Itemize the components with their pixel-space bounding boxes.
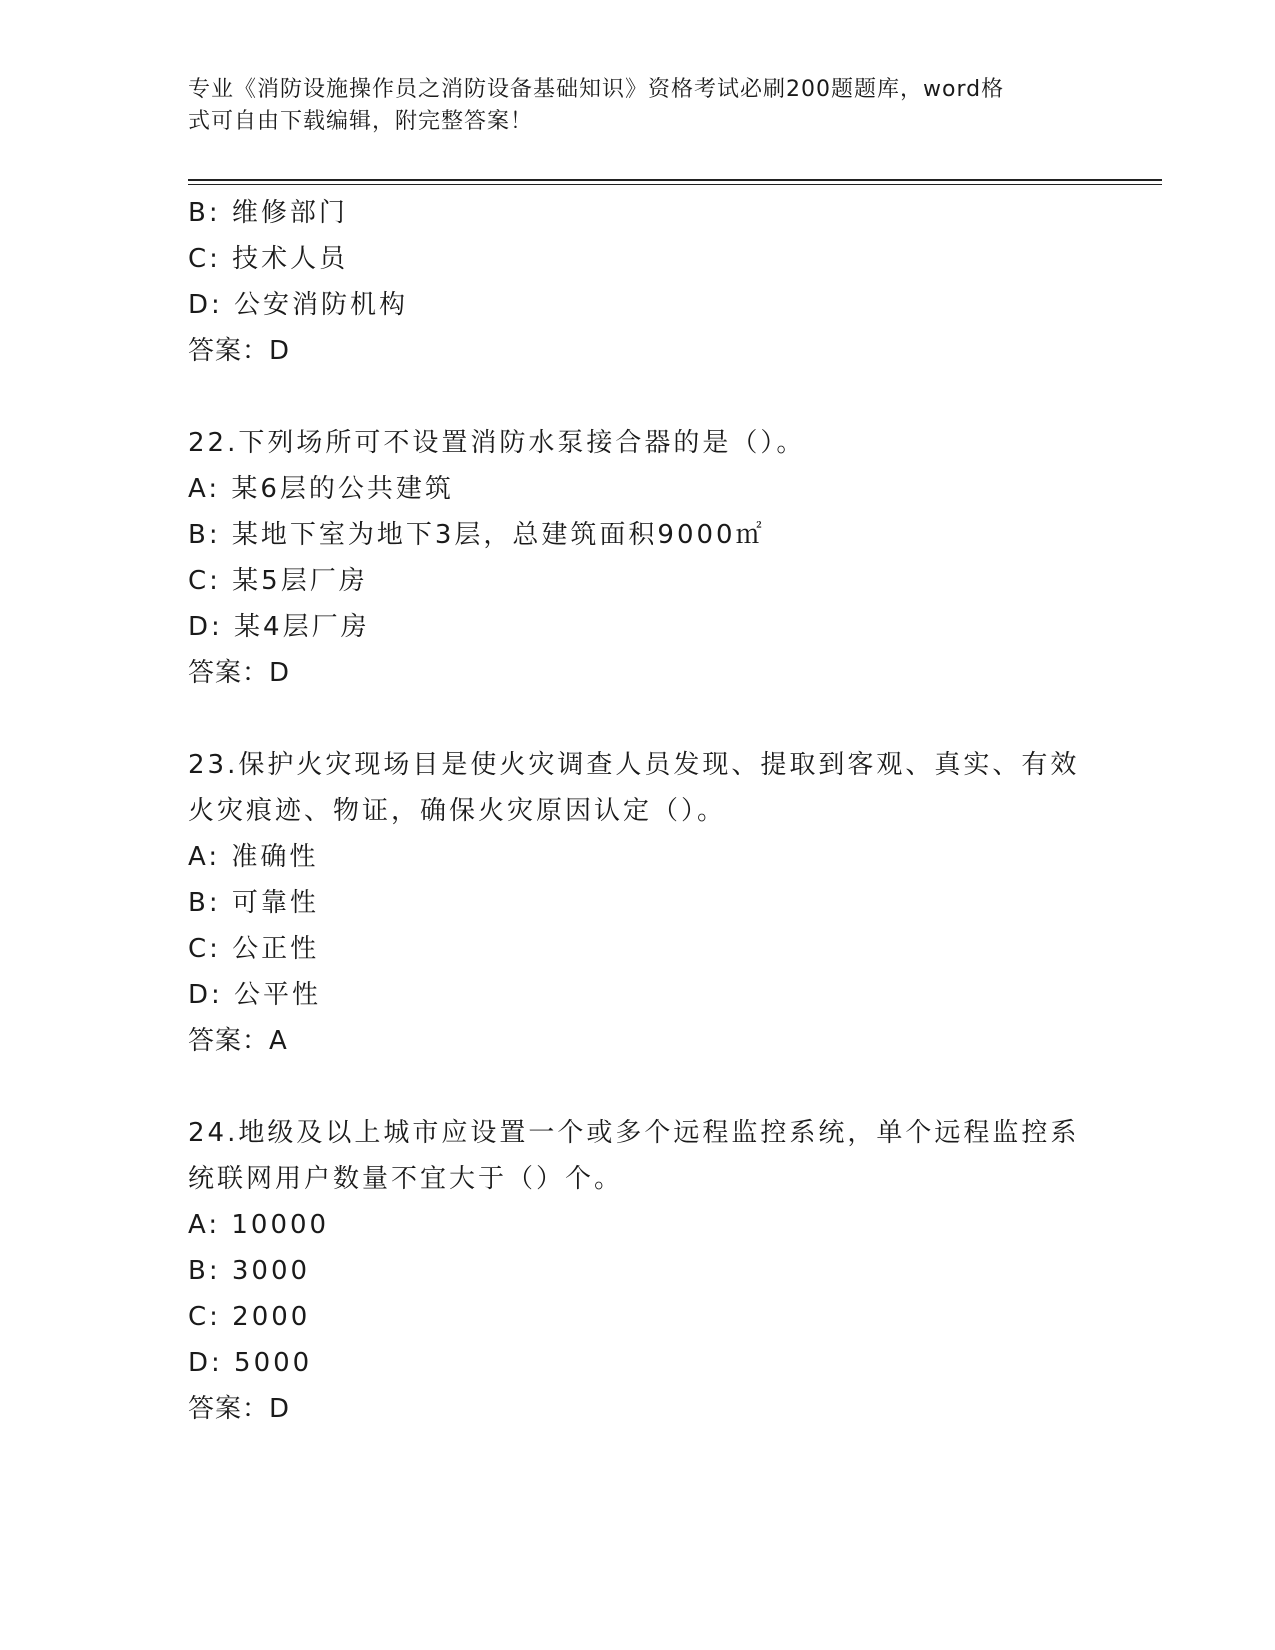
option-d: D: 某4层厂房: [188, 612, 370, 642]
question-block-23: [188, 742, 1088, 1064]
question-stem-line: 火灾痕迹、物证，确保火灾原因认定（）。: [188, 796, 727, 826]
option-c: C: 技术人员: [188, 244, 349, 274]
option-a: A: 准确性: [188, 842, 319, 872]
option-a: A: 某6层的公共建筑: [188, 474, 454, 504]
answer-label: 答案：A: [188, 1026, 288, 1056]
option-b: B: 某地下室为地下3层，总建筑面积9000㎡: [188, 520, 765, 550]
option-c: C: 2000: [188, 1302, 311, 1332]
question-stem-line: 24.地级及以上城市应设置一个或多个远程监控系统，单个远程监控系: [188, 1118, 1080, 1148]
header-line-1: 专业《消防设施操作员之消防设备基础知识》资格考试必刷200题题库，word格: [188, 77, 1005, 102]
question-block-21: [188, 190, 1088, 374]
header-divider-thin: [188, 184, 1162, 185]
option-b: B: 维修部门: [188, 198, 348, 228]
answer-label: 答案：D: [188, 658, 291, 688]
question-stem: [188, 420, 1088, 466]
question-block-22: [188, 420, 1088, 696]
option-b: B: 可靠性: [188, 888, 319, 918]
question-stem-line: 22.下列场所可不设置消防水泵接合器的是（）。: [188, 428, 806, 458]
question-stem-line: 统联网用户数量不宜大于（）个。: [188, 1164, 624, 1194]
document-header: [188, 74, 1078, 138]
header-divider-thick: [188, 179, 1162, 181]
option-d: D: 公安消防机构: [188, 290, 409, 320]
option-b: B: 3000: [188, 1256, 311, 1286]
question-stem: [188, 1110, 1088, 1202]
answer-label: 答案：D: [188, 1394, 291, 1424]
question-block-24: [188, 1110, 1088, 1432]
option-c: C: 公正性: [188, 934, 320, 964]
option-d: D: 公平性: [188, 980, 322, 1010]
question-stem-line: 23.保护火灾现场目是使火灾调查人员发现、提取到客观、真实、有效: [188, 750, 1080, 780]
option-a: A: 10000: [188, 1210, 330, 1240]
question-list: [188, 190, 1088, 1432]
question-stem: [188, 742, 1088, 834]
header-line-2: 式可自由下载编辑，附完整答案！: [188, 109, 534, 134]
option-d: D: 5000: [188, 1348, 313, 1378]
option-c: C: 某5层厂房: [188, 566, 368, 596]
answer-label: 答案：D: [188, 336, 291, 366]
